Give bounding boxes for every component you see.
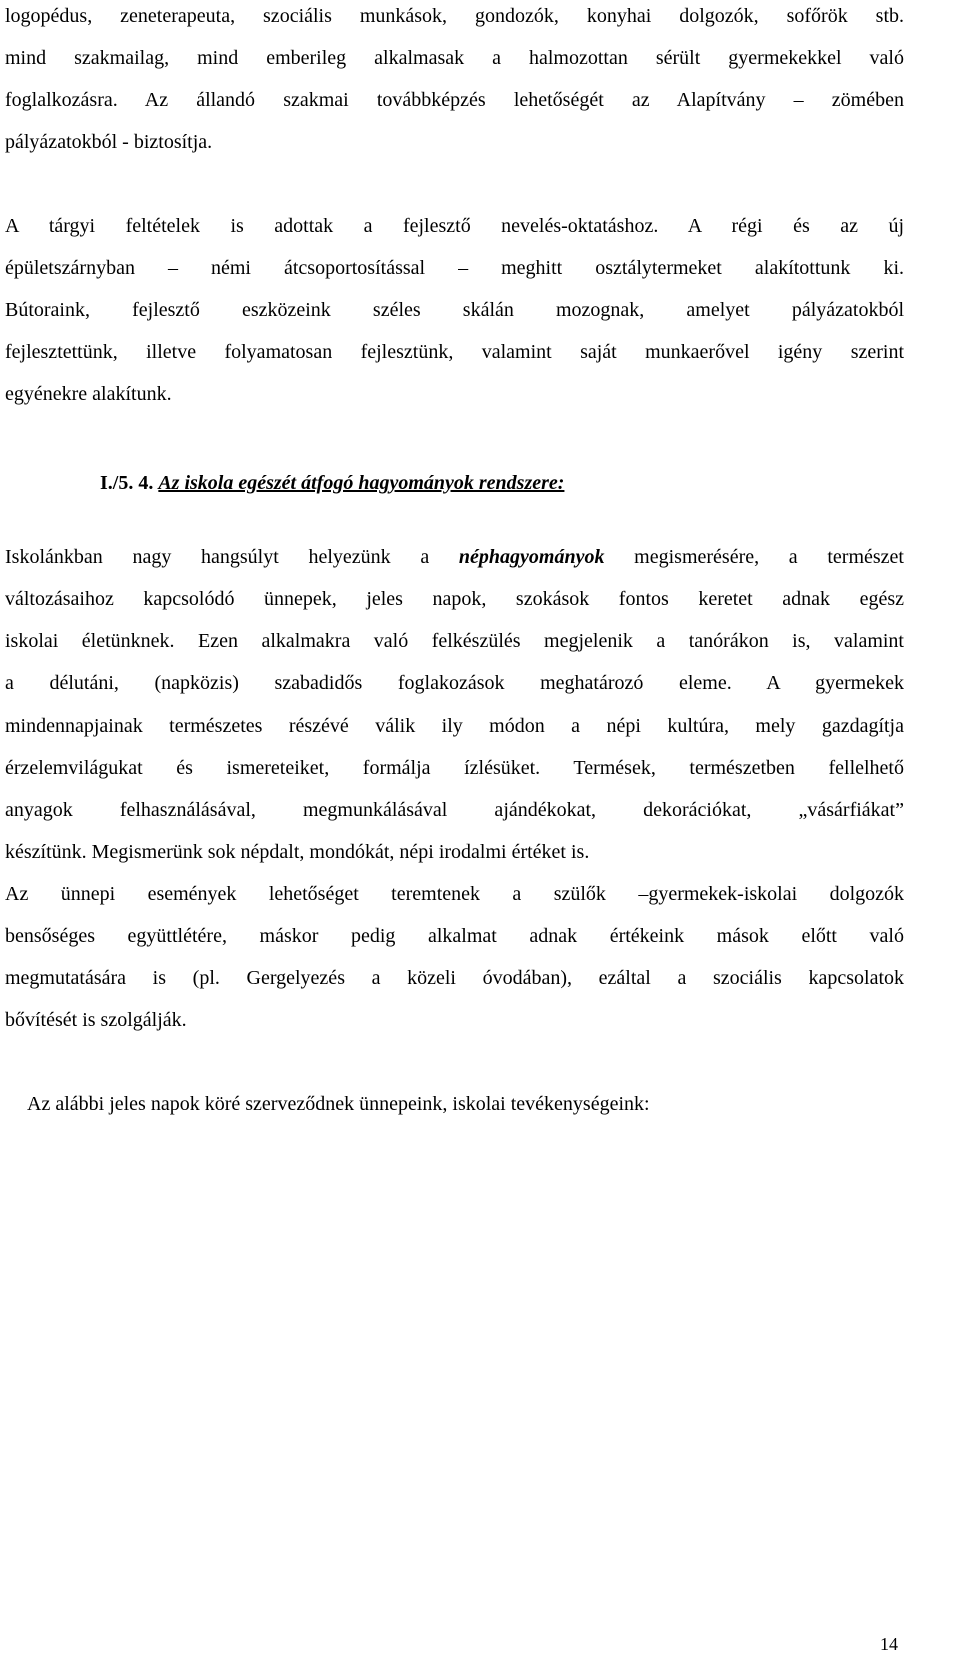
page-number: 14: [880, 1634, 898, 1654]
section-number: I./5. 4.: [100, 472, 154, 494]
staff-line-4: pályázatokból - biztosítja.: [5, 131, 213, 153]
traditions-line-8: készítünk. Megismerünk sok népdalt, mondókát, népi irodalmi értéket is.: [5, 841, 590, 863]
events-line-2: bensőséges együttlétére, máskor pedig alkalmat adnak értékeink mások előtt való: [5, 925, 904, 947]
facilities-line-4: fejlesztettünk, illetve folyamatosan fejlesztünk, valamint saját munkaerővel igény szerint: [5, 341, 904, 363]
facilities-line-2: épületszárnyban – némi átcsoportosítással – meghitt osztálytermeket alakítottunk ki.: [5, 257, 904, 279]
traditions-line-6: érzelemvilágukat és ismereteiket, formálja ízlésüket. Termések, természetben fellelhető: [5, 757, 904, 779]
facilities-line-5: egyénekre alakítunk.: [5, 383, 172, 405]
traditions-line-7: anyagok felhasználásával, megmunkálásával ajándékokat, dekorációkat, „vásárfiákat”: [5, 799, 904, 821]
events-line-4: bővítését is szolgálják.: [5, 1009, 187, 1031]
traditions-line-2: változásaihoz kapcsolódó ünnepek, jeles napok, szokások fontos keretet adnak egész: [5, 588, 904, 610]
section-heading: [100, 471, 564, 495]
staff-line-2: mind szakmailag, mind emberileg alkalmasak a halmozottan sérült gyermekekkel való: [5, 47, 904, 69]
facilities-line-3: Bútoraink, fejlesztő eszközeink széles skálán mozognak, amelyet pályázatokból: [5, 299, 904, 321]
traditions-line-1-start: Iskolánkban nagy hangsúlyt helyezünk a: [5, 546, 459, 568]
traditions-line-1: [5, 545, 904, 569]
events-line-1: Az ünnepi események lehetőséget teremtenek a szülők –gyermekek-iskolai dolgozók: [5, 883, 904, 905]
traditions-line-3: iskolai életünknek. Ezen alkalmakra való felkészülés megjelenik a tanórákon is, valamint: [5, 630, 904, 652]
intro-list-line: Az alábbi jeles napok köré szerveződnek ünnepeink, iskolai tevékenységeink:: [27, 1093, 650, 1115]
staff-line-1: logopédus, zeneterapeuta, szociális munkások, gondozók, konyhai dolgozók, sofőrök stb.: [5, 5, 904, 27]
traditions-emphasis: néphagyományok: [458, 546, 605, 568]
traditions-line-4: a délutáni, (napközis) szabadidős foglakozások meghatározó eleme. A gyermekek: [5, 672, 904, 694]
staff-line-3: foglalkozásra. Az állandó szakmai továbbképzés lehetőségét az Alapítvány – zömében: [5, 89, 904, 111]
section-title: Az iskola egészét átfogó hagyományok rendszere:: [158, 472, 565, 494]
events-line-3: megmutatására is (pl. Gergelyezés a közeli óvodában), ezáltal a szociális kapcsolatok: [5, 967, 904, 989]
traditions-line-5: mindennapjainak természetes részévé válik ily módon a népi kultúra, mely gazdagítja: [5, 715, 904, 737]
traditions-line-1-end: megismerésére, a természet: [604, 546, 904, 568]
facilities-line-1: A tárgyi feltételek is adottak a fejlesztő nevelés-oktatáshoz. A régi és az új: [5, 215, 904, 237]
